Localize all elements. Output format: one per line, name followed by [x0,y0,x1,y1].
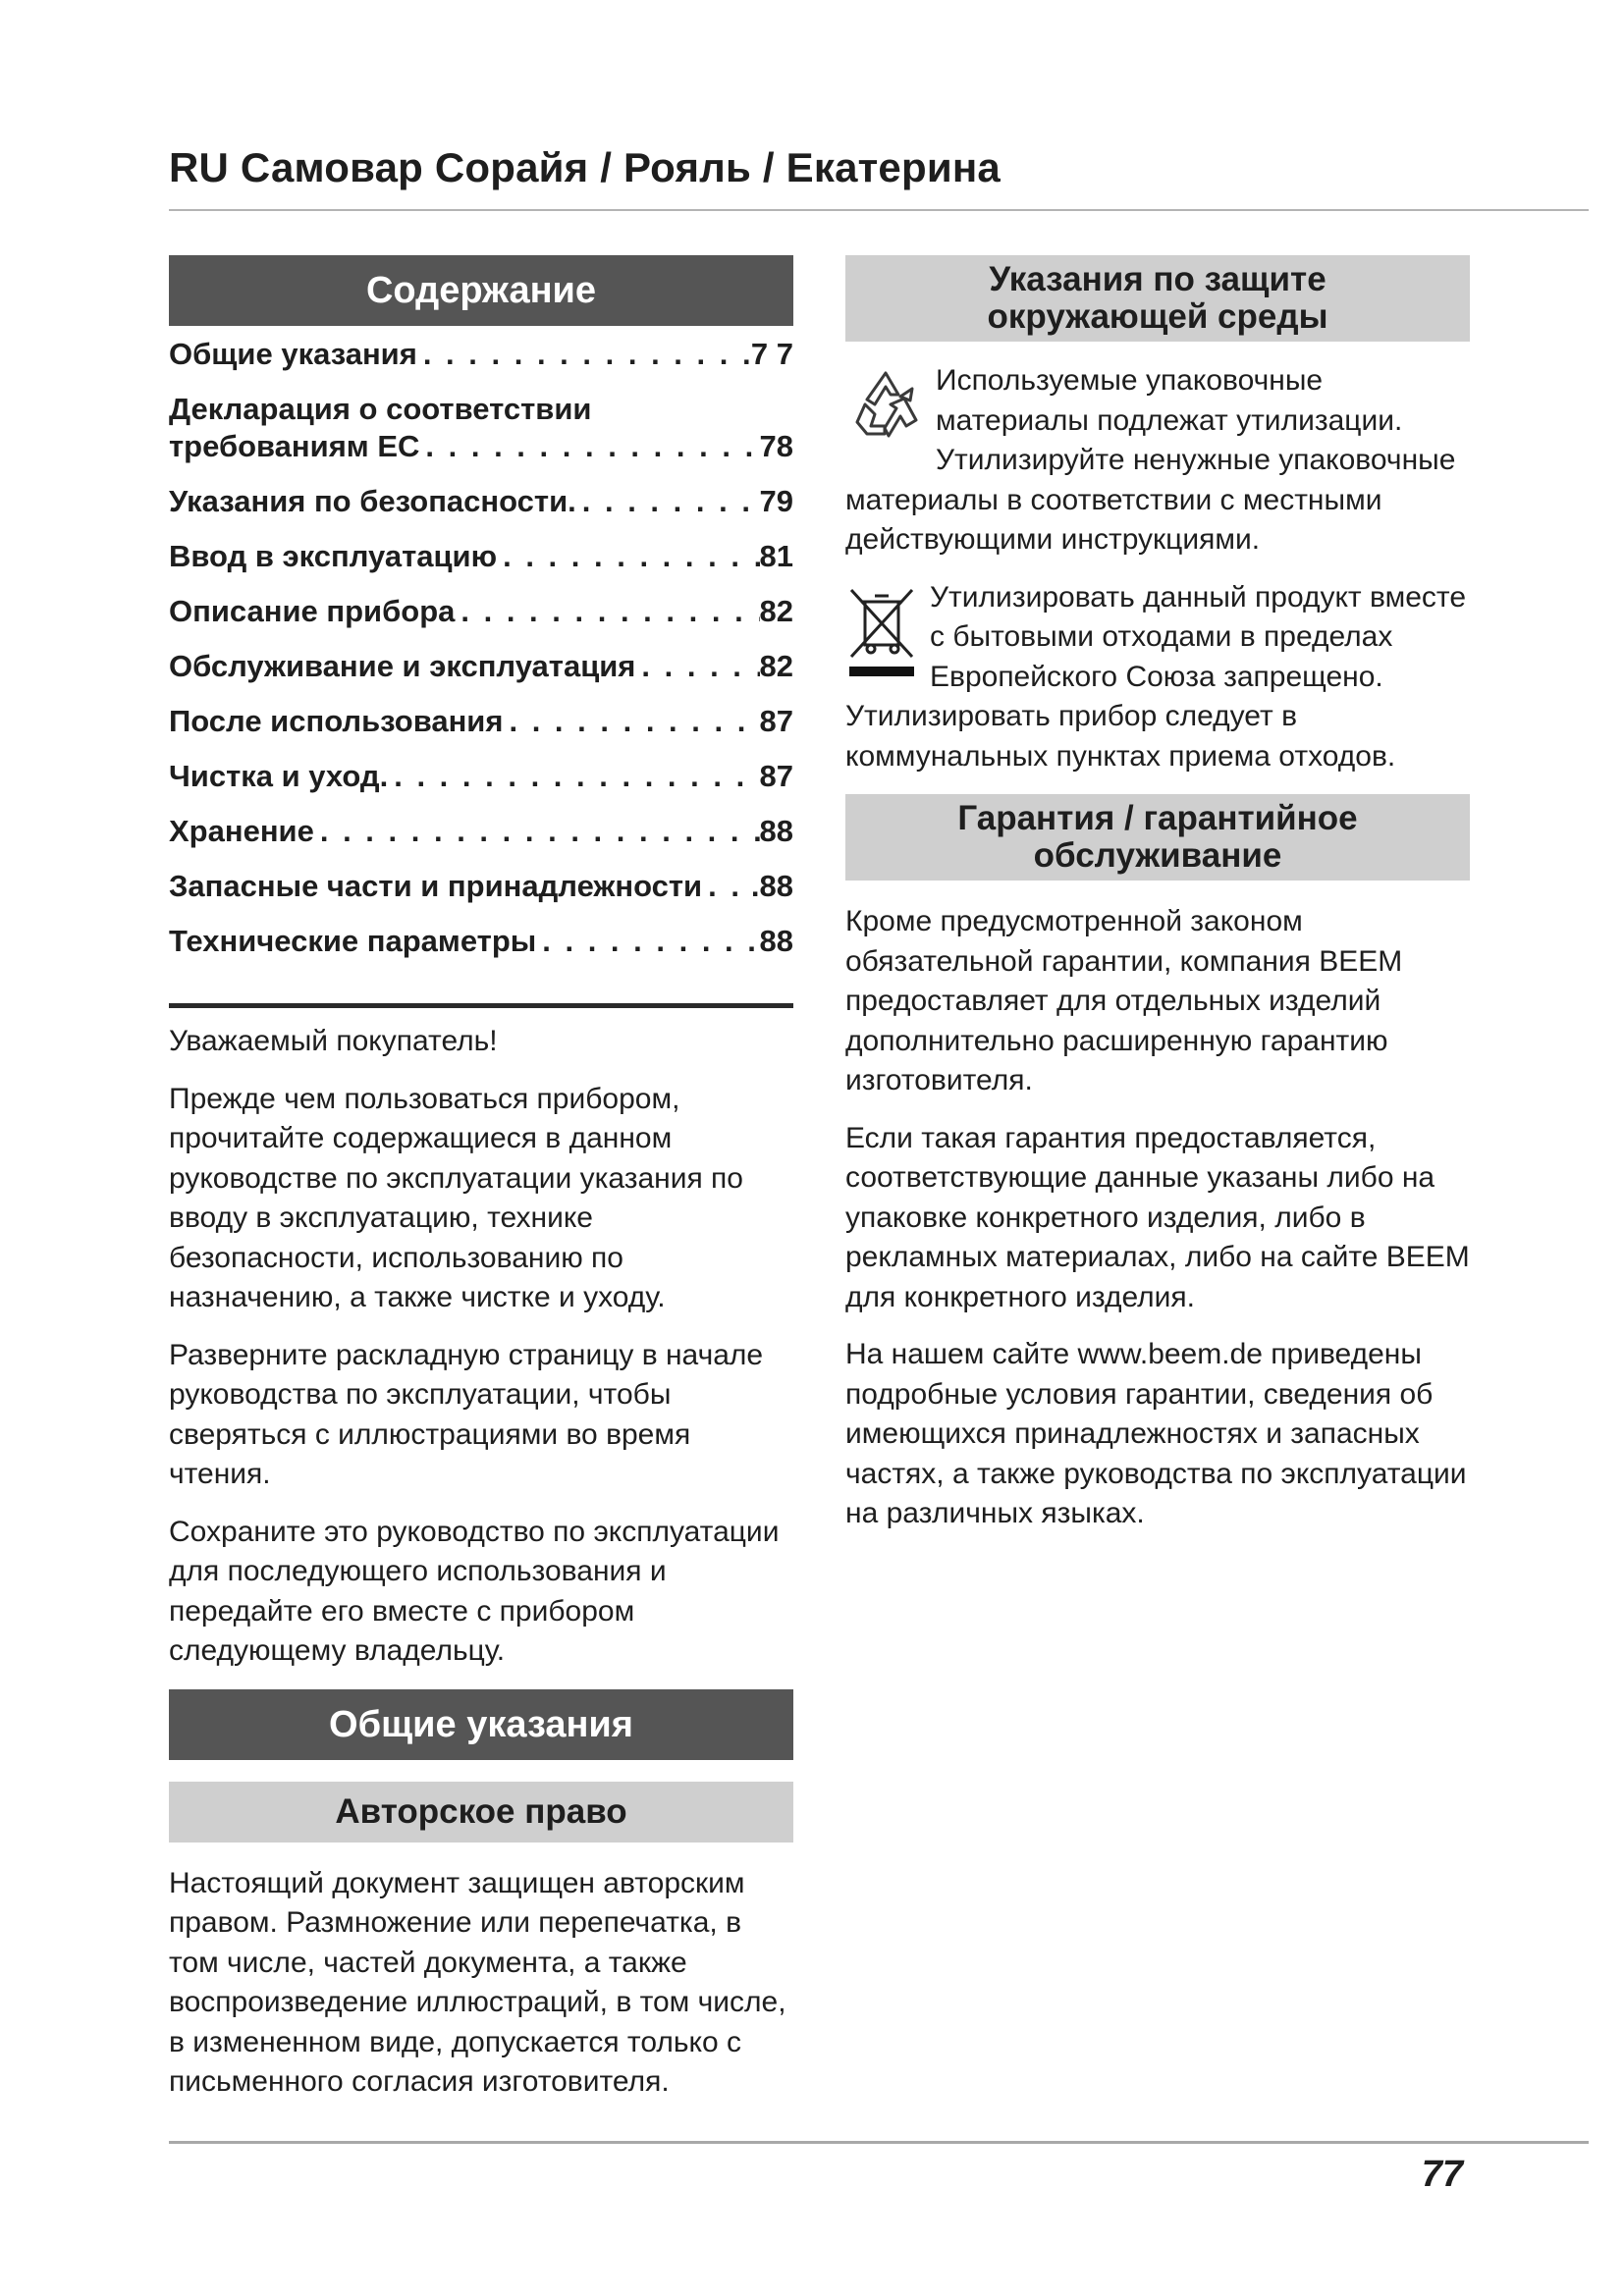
warranty-heading [845,794,1470,881]
toc-leader [536,923,759,960]
copyright-text: Настоящий документ защищен авторским правом. Размножение или перепечатка, в том числе, частей документа, а также воспроизведение иллюстраций, в том числе, в измененном виде, допускается только с письменного согласия изготовителя. [169,1866,786,2098]
toc-item-page: 82 [759,594,793,628]
toc-item-title: Указания по безопасности. [169,484,576,518]
toc-leader [635,648,759,685]
toc-item-page: .88 [750,869,793,903]
disposal-text: Утилизировать данный продукт вместе с бытовыми отходами в пределах Европейского Союза запрещено. Утилизировать прибор следует в коммунальных пунктах приема отходов. [845,580,1467,773]
toc-item-page: 81 [759,539,793,573]
section-divider [169,1003,793,1008]
toc-leader [497,538,759,575]
general-heading: Общие указания [169,1689,793,1760]
toc-item[interactable] [169,648,793,685]
toc-item-title: Ввод в эксплуатацию [169,539,498,573]
toc-item[interactable] [169,391,793,465]
toc-item-title: Чистка и уход. [169,759,389,793]
toc-item-title-line1: Декларация о соответствии [169,392,592,426]
footer-divider [169,2141,1589,2144]
intro-paragraph: Разверните раскладную страницу в начале руководства по эксплуатации, чтобы сверяться с иллюстрациями во время чтения. [169,1338,764,1490]
toc-item-title: После использования [169,704,504,738]
toc-item-page: 88 [759,924,793,958]
toc-item-page: 87 [759,704,793,738]
toc-item[interactable] [169,336,793,373]
toc-leader [314,813,760,850]
intro-paragraph: Прежде чем пользоваться прибором, прочитайте содержащиеся в данном руководстве по эксплуатации указания по вводу в эксплуатацию, технике безопасности, использованию по назначению, а также чистке и уходу. [169,1082,743,1313]
toc-item-page: 82 [759,649,793,683]
toc-item[interactable] [169,483,793,520]
toc-leader [503,703,759,740]
disposal-note [845,578,1470,777]
toc-leader [702,868,751,905]
environment-heading-line1: Указания по защите [989,260,1326,298]
toc-item-page: 7 7 [750,337,793,371]
environment-heading-line2: окружающей среды [987,297,1328,336]
greeting: Уважаемый покупатель! [169,1025,498,1057]
toc-leader [417,336,751,373]
toc-item-page: 78 [759,429,793,463]
table-of-contents [169,336,793,960]
toc-item-title: требованиям ЕС [169,429,420,463]
recycle-icon [845,365,926,444]
toc-item[interactable] [169,703,793,740]
toc-item-title: Технические параметры [169,924,537,958]
toc-item-row [169,428,793,465]
warranty-paragraph: Если такая гарантия предоставляется, соответствующие данные указаны либо на упаковке конкретного изделия, либо в рекламных материалах, либо на сайте BEEM для конкретного изделия. [845,1121,1470,1313]
crossed-bin-icon [845,582,920,680]
toc-heading: Содержание [169,255,793,326]
environment-heading [845,255,1470,342]
toc-item[interactable] [169,758,793,795]
toc-item-title: Описание прибора [169,594,456,628]
copyright-heading: Авторское право [169,1782,793,1842]
toc-leader [388,758,759,795]
toc-item[interactable] [169,538,793,575]
recycle-text: Используемые упаковочные материалы подлежат утилизации. Утилизируйте ненужные упаковочные материалы в соответствии с местными действующими инструкциями. [845,364,1456,556]
toc-item[interactable] [169,813,793,850]
toc-item[interactable] [169,923,793,960]
toc-item[interactable] [169,868,793,905]
toc-item-page: 87 [759,759,793,793]
toc-item-title: Хранение [169,814,314,848]
warranty-paragraph: На нашем сайте www.beem.de приведены подробные условия гарантии, сведения об имеющихся принадлежностях и запасных частях, а также руководства по эксплуатации на различных языках. [845,1338,1467,1529]
page-title: RU Самовар Сорайя / Рояль / Екатерина [169,144,1001,190]
warranty-heading-line2: обслуживание [1033,836,1282,875]
toc-item-title: Общие указания [169,337,417,371]
toc-item-page: 79 [759,484,793,518]
toc-leader [455,593,759,630]
right-column [845,255,1470,1552]
warranty-heading-line1: Гарантия / гарантийное [957,799,1358,837]
page-number: 77 [1421,2154,1463,2195]
recycle-note [845,361,1470,561]
toc-leader [576,483,760,520]
toc-item-title: Обслуживание и эксплуатация [169,649,636,683]
toc-item[interactable] [169,593,793,630]
warranty-paragraph: Кроме предусмотренной законом обязательной гарантии, компания BEEM предоставляет для отдельных изделий дополнительно расширенную гарантию изготовителя. [845,905,1403,1096]
toc-item-title: Запасные части и принадлежности [169,869,703,903]
toc-item-page: 88 [759,814,793,848]
header-divider [169,209,1589,211]
left-column [169,255,793,2120]
intro-paragraph: Сохраните это руководство по эксплуатации для последующего использования и передайте его вместе с прибором следующему владельцу. [169,1515,780,1667]
toc-leader [419,428,759,465]
